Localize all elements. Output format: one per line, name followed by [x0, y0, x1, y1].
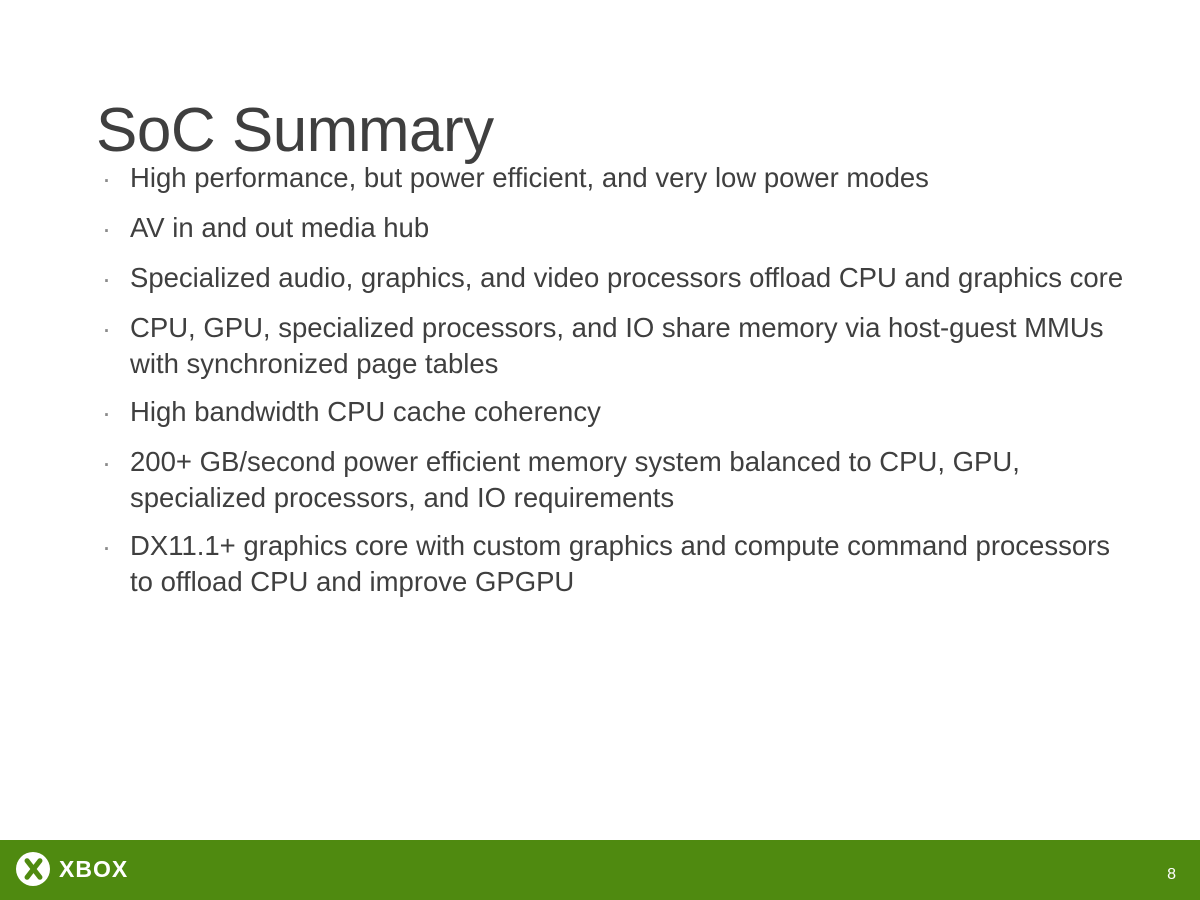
brand-label: XBOX — [59, 855, 129, 882]
bullet-marker-icon: · — [102, 314, 111, 344]
bullet-marker-icon: · — [102, 532, 111, 562]
list-item-text: Specialized audio, graphics, and video processors offload CPU and graphics core — [130, 262, 1124, 293]
page-title: SoC Summary — [96, 95, 494, 165]
list-item-text: 200+ GB/second power efficient memory system balanced to CPU, GPU, specialized processors, and IO requirements — [130, 446, 1020, 513]
list-item-text: High performance, but power efficient, and very low power modes — [130, 162, 929, 193]
list-item-text: High bandwidth CPU cache coherency — [130, 396, 601, 427]
bullet-marker-icon: · — [102, 264, 111, 294]
list-item — [96, 444, 1126, 516]
xbox-logo — [16, 852, 128, 886]
list-item-text: DX11.1+ graphics core with custom graphics and compute command processors to offload CPU and improve GPGPU — [130, 530, 1111, 597]
list-item — [96, 394, 1126, 432]
list-item-text: AV in and out media hub — [130, 212, 430, 243]
list-item — [96, 260, 1126, 298]
footer-bar — [0, 840, 1200, 900]
bullet-marker-icon: · — [102, 164, 111, 194]
list-item — [96, 310, 1126, 382]
bullet-marker-icon: · — [102, 214, 111, 244]
list-item — [96, 210, 1126, 248]
xbox-sphere-icon — [16, 852, 50, 886]
bullet-marker-icon: · — [102, 448, 111, 478]
list-item — [96, 160, 1126, 198]
bullet-list — [96, 160, 1126, 612]
slide-number: 8 — [1167, 866, 1176, 883]
bullet-marker-icon: · — [102, 398, 111, 428]
list-item-text: CPU, GPU, specialized processors, and IO share memory via host-guest MMUs with synchronized page tables — [130, 312, 1104, 379]
list-item — [96, 528, 1126, 600]
